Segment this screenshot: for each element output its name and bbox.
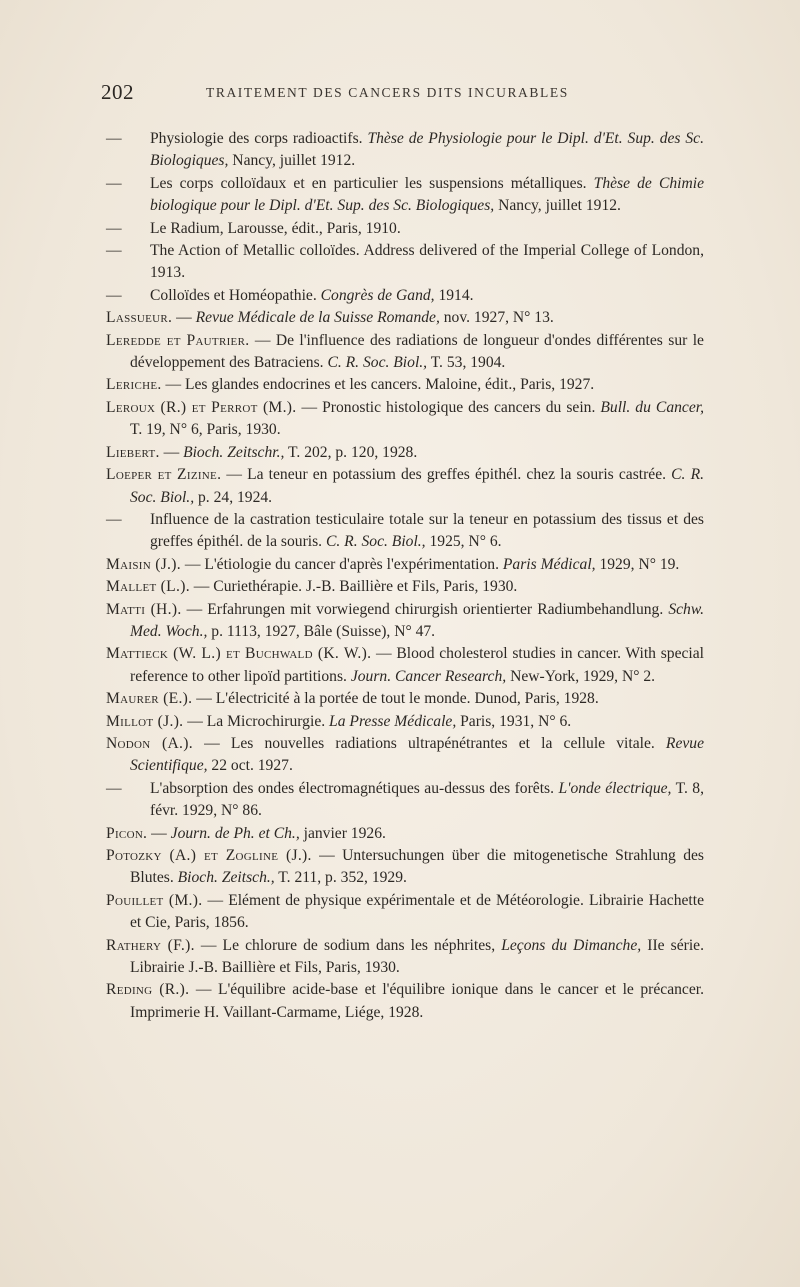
entry-author: Lassueur.	[106, 309, 173, 327]
bibliography-entry	[106, 464, 704, 509]
ditto-dash: —	[106, 779, 122, 797]
bibliography-entry	[106, 307, 704, 329]
ditto-dash: —	[106, 174, 122, 192]
bibliography-entry	[106, 554, 704, 576]
entry-details: nov. 1927, N° 13.	[439, 309, 554, 327]
running-title: TRAITEMENT DES CANCERS DITS INCURABLES	[206, 85, 569, 100]
entry-source: Leçons du Dimanche,	[501, 936, 642, 954]
entry-source: Thèse de Chimie biologique pour le Dipl. d'Et. Sup. des Sc. Biologiques,	[150, 174, 704, 215]
entry-author: Leriche.	[106, 376, 162, 394]
entry-text: — Les nouvelles radiations ultrapénétrantes et la cellule vitale.	[192, 734, 666, 752]
bibliography-list	[106, 128, 704, 1024]
entry-text: — Les glandes endocrines et les cancers. Maloine, édit., Paris, 1927.	[161, 376, 595, 394]
entry-source: Paris Médical,	[502, 555, 596, 573]
bibliography-entry	[106, 128, 704, 173]
entry-details: Paris, 1931, N° 6.	[456, 712, 572, 730]
bibliography-entry	[106, 778, 704, 823]
entry-details: 1925, N° 6.	[425, 533, 502, 551]
entry-author: Mallet (L.).	[106, 578, 190, 596]
entry-source: Journ. Cancer Research,	[350, 667, 507, 685]
entry-source: Revue Médicale de la Suisse Romande,	[195, 309, 440, 327]
entry-details: IIe série. Librairie J.-B. Baillière et Fils, Paris, 1930.	[130, 936, 704, 977]
bibliography-entry	[106, 173, 704, 218]
ditto-dash: —	[106, 130, 122, 147]
entry-author: Loeper et Zizine.	[106, 466, 222, 484]
bibliography-entry	[106, 733, 704, 778]
entry-details: Nancy, juillet 1912.	[228, 152, 356, 170]
entry-author: Potozky (A.) et Zogline (J.).	[106, 847, 312, 864]
entry-source: Bioch. Zeitsch.,	[177, 869, 275, 887]
bibliography-entry	[106, 711, 704, 733]
entry-details: Nancy, juillet 1912.	[494, 197, 621, 215]
ditto-dash: —	[106, 510, 122, 528]
entry-text: — L'électricité à la portée de tout le monde. Dunod, Paris, 1928.	[192, 690, 599, 708]
entry-author: Rathery (F.).	[106, 936, 195, 954]
entry-author: Picon.	[106, 824, 148, 842]
entry-text: — Le chlorure de sodium dans les néphrites,	[194, 936, 502, 954]
entry-source: Thèse de Physiologie pour le Dipl. d'Et. Sup. des Sc. Biologiques,	[150, 130, 704, 170]
entry-author: Maurer (E.).	[106, 690, 193, 708]
entry-author: Maisin (J.).	[106, 555, 181, 573]
entry-author: Millot (J.).	[106, 712, 184, 730]
entry-author: Nodon (A.).	[106, 734, 193, 752]
entry-text: Influence de la castration testiculaire totale sur la teneur en potassium des tissus et des greffes épithél. de la souris.	[150, 510, 704, 551]
entry-text: — Blood cholesterol studies in cancer. With special reference to other lipoïd partitions.	[130, 645, 704, 685]
entry-text: —	[159, 443, 184, 461]
entry-source: C. R. Soc. Biol.,	[327, 354, 428, 372]
entry-source: C. R. Soc. Biol.,	[130, 466, 704, 506]
entry-author: Pouillet (M.).	[106, 891, 203, 909]
entry-text: — Erfahrungen mit vorwiegend chirurgish orientierter Radiumbehandlung.	[181, 600, 669, 618]
bibliography-entry	[106, 845, 704, 890]
entry-author: Leredde et Pautrier.	[106, 331, 250, 349]
entry-details: 1929, N° 19.	[595, 555, 680, 573]
entry-text: — De l'influence des radiations de longueur d'ondes différentes sur le développement des Batraciens.	[130, 331, 704, 372]
ditto-dash: —	[106, 242, 122, 260]
entry-source: C. R. Soc. Biol.,	[325, 533, 426, 551]
entry-details: T. 53, 1904.	[427, 354, 506, 372]
bibliography-entry	[106, 643, 704, 688]
bibliography-entry	[106, 218, 704, 240]
entry-text: — L'équilibre acide-base et l'équilibre ionique dans le cancer et le précancer. Imprimerie H. Vaillant-Carmame, Liége, 1928.	[130, 981, 704, 1021]
bibliography-entry	[106, 397, 704, 442]
bibliography-entry	[106, 442, 704, 464]
entry-source: Bioch. Zeitschr.,	[183, 443, 285, 461]
bibliography-entry	[106, 979, 704, 1024]
entry-source: Revue Scientifique,	[130, 734, 705, 775]
page-header	[101, 80, 701, 110]
entry-details: New-York, 1929, N° 2.	[506, 667, 656, 685]
entry-text: — La Microchirurgie.	[183, 712, 330, 730]
entry-text: The Action of Metallic colloïdes. Address delivered of the Imperial College of London, 1913.	[150, 242, 704, 282]
entry-author: Mattieck (W. L.) et Buchwald (K. W.).	[106, 645, 372, 663]
entry-text: L'absorption des ondes électromagnétiques au-dessus des forêts.	[150, 779, 559, 797]
page-number: 202	[101, 80, 134, 104]
bibliography-entry	[106, 576, 704, 598]
entry-text: — Untersuchungen über die mitogenetische Strahlung des Blutes.	[130, 847, 704, 887]
entry-details: 22 oct. 1927.	[207, 757, 293, 775]
entry-source: La Presse Médicale,	[329, 712, 457, 730]
bibliography-entry	[106, 509, 704, 554]
bibliography-entry	[106, 935, 704, 980]
entry-text: Les corps colloïdaux et en particulier les suspensions métalliques.	[150, 174, 594, 192]
bibliography-entry	[106, 688, 704, 710]
ditto-dash: —	[106, 219, 122, 237]
entry-source: Congrès de Gand,	[320, 286, 435, 304]
bibliography-entry	[106, 285, 704, 307]
entry-source: Journ. de Ph. et Ch.,	[170, 824, 300, 842]
entry-source: L'onde électrique,	[558, 779, 672, 797]
bibliography-entry	[106, 823, 704, 845]
entry-text: Colloïdes et Homéopathie.	[150, 286, 321, 304]
entry-author: Matti (H.).	[106, 600, 182, 618]
entry-details: 1914.	[434, 286, 474, 304]
entry-author: Liebert.	[106, 443, 160, 461]
entry-text: —	[147, 824, 171, 842]
entry-text: Physiologie des corps radioactifs.	[150, 130, 368, 147]
bibliography-entry	[106, 374, 704, 396]
entry-text: — L'étiologie du cancer d'après l'expérimentation.	[180, 555, 503, 573]
entry-source: Schw. Med. Woch.,	[130, 600, 704, 640]
entry-details: janvier 1926.	[299, 824, 386, 842]
entry-text: — Pronostic histologique des cancers du sein.	[296, 398, 601, 416]
entry-details: T. 19, N° 6, Paris, 1930.	[130, 421, 281, 439]
entry-details: T. 8, févr. 1929, N° 86.	[150, 779, 704, 820]
bibliography-entry	[106, 330, 704, 375]
bibliography-entry	[106, 890, 704, 935]
entry-author: Reding (R.).	[106, 981, 190, 999]
entry-details: T. 202, p. 120, 1928.	[284, 443, 418, 461]
ditto-dash: —	[106, 286, 122, 304]
entry-details: T. 211, p. 352, 1929.	[274, 869, 407, 887]
entry-details: p. 1113, 1927, Bâle (Suisse), N° 47.	[207, 622, 436, 640]
entry-text: — Curiethérapie. J.-B. Baillière et Fils, Paris, 1930.	[189, 578, 518, 596]
bibliography-entry	[106, 599, 704, 644]
entry-text: — La teneur en potassium des greffes épithél. chez la souris castrée.	[221, 466, 672, 484]
entry-text: Le Radium, Larousse, édit., Paris, 1910.	[150, 219, 401, 237]
entry-text: — Elément de physique expérimentale et de Météorologie. Librairie Hachette et Cie, Paris, 1856.	[130, 891, 704, 932]
entry-details: p. 24, 1924.	[194, 488, 273, 506]
entry-text: —	[172, 309, 196, 327]
bibliography-entry	[106, 240, 704, 285]
entry-author: Leroux (R.) et Perrot (M.).	[106, 398, 297, 416]
entry-source: Bull. du Cancer,	[600, 398, 704, 416]
